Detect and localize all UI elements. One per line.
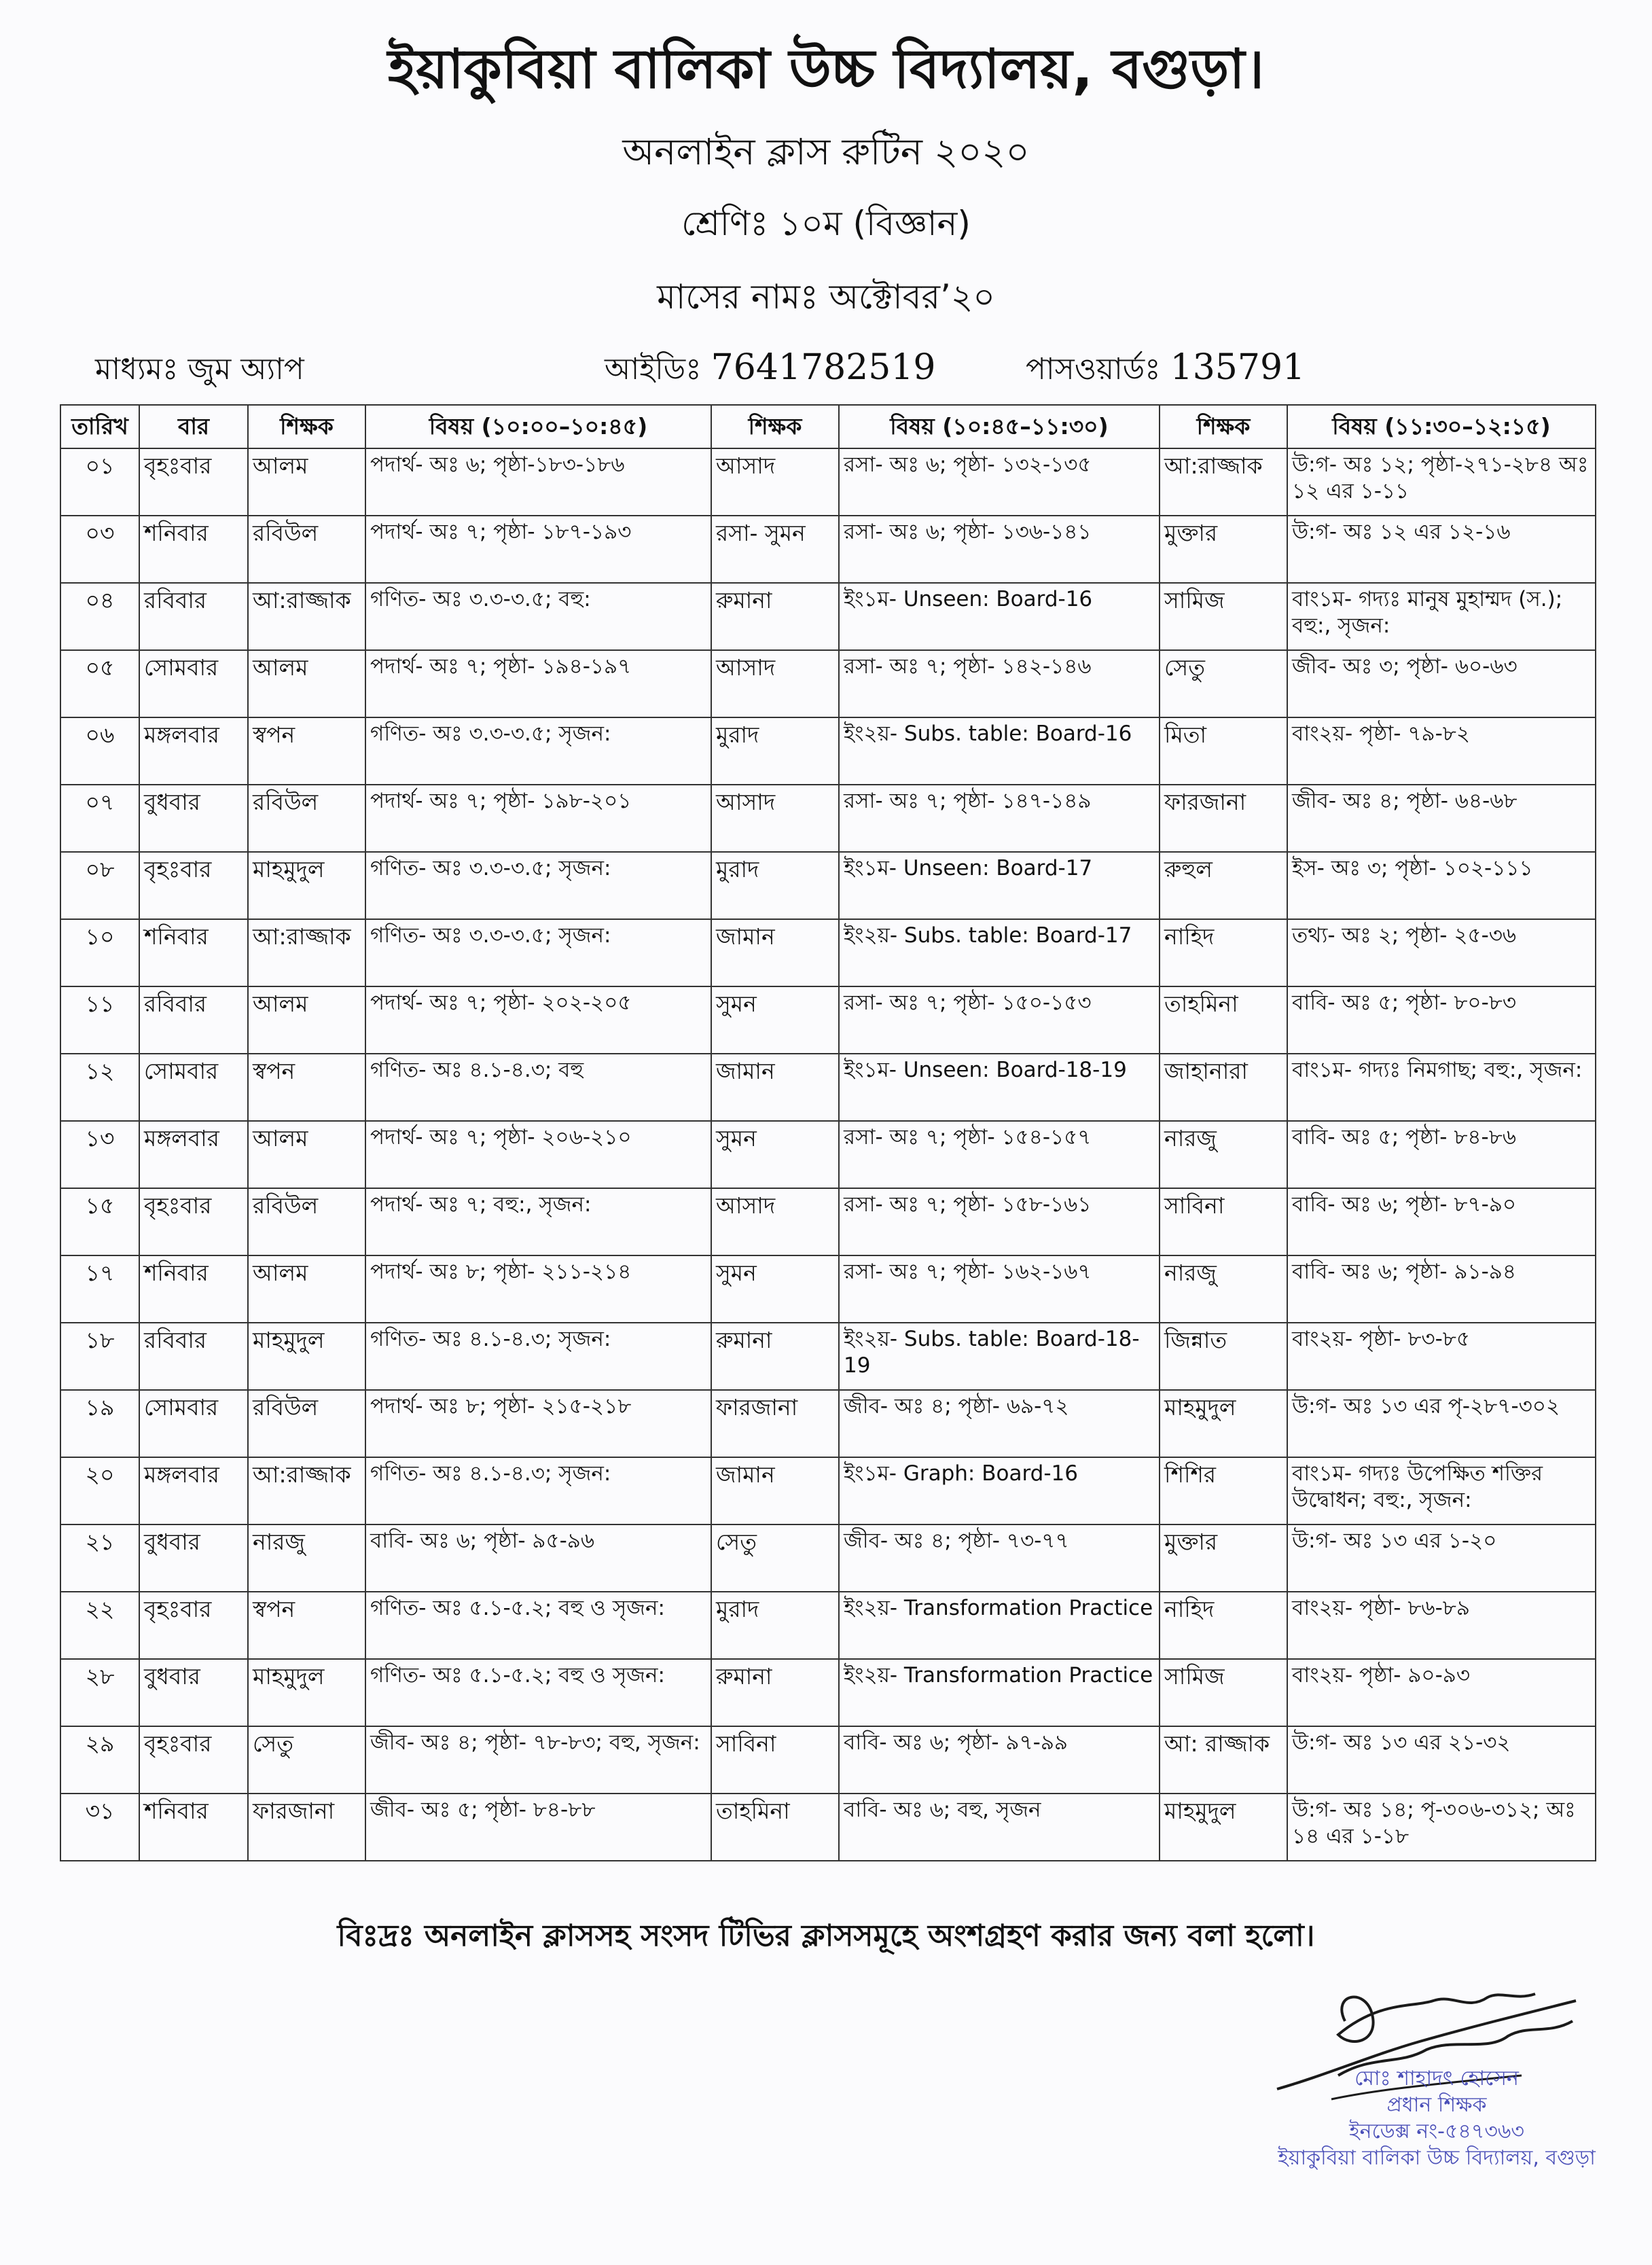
- table-cell: তাহমিনা: [1160, 986, 1287, 1054]
- table-cell: বাবি- অঃ ৫; পৃষ্ঠা- ৮০-৮৩: [1287, 986, 1596, 1054]
- table-cell: বৃহঃবার: [139, 1592, 248, 1659]
- table-body: [60, 448, 1596, 1861]
- table-cell: গণিত- অঃ ৫.১-৫.২; বহু ও সৃজন:: [365, 1659, 711, 1726]
- table-cell: আলম: [248, 1121, 365, 1188]
- table-cell: আ:রাজ্জাক: [248, 919, 365, 986]
- table-cell: মুরাদ: [711, 717, 839, 785]
- table-cell: আলম: [248, 986, 365, 1054]
- table-cell: ইস- অঃ ৩; পৃষ্ঠা- ১০২-১১১: [1287, 852, 1596, 919]
- table-cell: স্বপন: [248, 1592, 365, 1659]
- table-cell: বুধবার: [139, 1659, 248, 1726]
- table-cell: গণিত- অঃ ৩.৩-৩.৫; সৃজন:: [365, 919, 711, 986]
- table-cell: রুমানা: [711, 583, 839, 650]
- meeting-password: [1026, 346, 1305, 396]
- table-cell: সাবিনা: [711, 1726, 839, 1794]
- table-cell: ইং২য়- Subs. table: Board-18-19: [839, 1323, 1160, 1390]
- table-cell: জীব- অঃ ৪; পৃষ্ঠা- ৭৩-৭৭: [839, 1524, 1160, 1592]
- table-cell: বাং২য়- পৃষ্ঠা- ৮৩-৮৫: [1287, 1323, 1596, 1390]
- table-cell: জীব- অঃ ৩; পৃষ্ঠা- ৬০-৬৩: [1287, 650, 1596, 717]
- table-cell: ইং২য়- Subs. table: Board-16: [839, 717, 1160, 785]
- table-cell: বৃহঃবার: [139, 852, 248, 919]
- table-cell: রসা- অঃ ৬; পৃষ্ঠা- ১৩৬-১৪১: [839, 516, 1160, 583]
- table-cell: রবিউল: [248, 1188, 365, 1255]
- table-cell: রসা- অঃ ৭; পৃষ্ঠা- ১৫৮-১৬১: [839, 1188, 1160, 1255]
- table-cell: ২৯: [60, 1726, 139, 1794]
- table-cell: ০৮: [60, 852, 139, 919]
- table-cell: মাহমুদুল: [1160, 1390, 1287, 1457]
- table-row: [60, 1726, 1596, 1794]
- table-header-row: [60, 405, 1596, 448]
- table-row: [60, 1592, 1596, 1659]
- table-cell: শনিবার: [139, 1255, 248, 1323]
- table-cell: বাং১ম- গদ্যঃ নিমগাছ; বহু:, সৃজন:: [1287, 1054, 1596, 1121]
- table-cell: ইং১ম- Unseen: Board-18-19: [839, 1054, 1160, 1121]
- table-cell: শনিবার: [139, 516, 248, 583]
- table-cell: ফারজানা: [711, 1390, 839, 1457]
- routine-table: [60, 404, 1596, 1861]
- table-cell: রুমানা: [711, 1323, 839, 1390]
- table-cell: পদার্থ- অঃ ৭; বহু:, সৃজন:: [365, 1188, 711, 1255]
- table-cell: ১৮: [60, 1323, 139, 1390]
- stamp-designation: প্রধান শিক্ষক: [1386, 2093, 1487, 2117]
- column-header: শিক্ষক: [711, 405, 839, 448]
- month-label: মাসের নামঃ অক্টোবর’২০: [657, 277, 995, 317]
- table-cell: সেতু: [711, 1524, 839, 1592]
- table-cell: রসা- অঃ ৭; পৃষ্ঠা- ১৪৭-১৪৯: [839, 785, 1160, 852]
- class-label: শ্রেণিঃ ১০ম (বিজ্ঞান): [681, 204, 971, 243]
- table-cell: উ:গ- অঃ ১৩ এর পৃ-২৮৭-৩০২: [1287, 1390, 1596, 1457]
- password-value: 135791: [1170, 347, 1306, 388]
- password-label: পাসওয়ার্ডঃ: [1026, 352, 1161, 387]
- table-cell: রসা- অঃ ৭; পৃষ্ঠা- ১৫৪-১৫৭: [839, 1121, 1160, 1188]
- table-cell: মুরাদ: [711, 852, 839, 919]
- table-cell: ৩১: [60, 1794, 139, 1861]
- column-header: বার: [139, 405, 248, 448]
- table-row: [60, 448, 1596, 516]
- table-cell: তাহমিনা: [711, 1794, 839, 1861]
- table-cell: রসা- অঃ ৭; পৃষ্ঠা- ১৬২-১৬৭: [839, 1255, 1160, 1323]
- table-cell: জাহানারা: [1160, 1054, 1287, 1121]
- table-cell: নারজু: [1160, 1121, 1287, 1188]
- table-cell: উ:গ- অঃ ১৩ এর ১-২০: [1287, 1524, 1596, 1592]
- table-cell: বাবি- অঃ ৫; পৃষ্ঠা- ৮৪-৮৬: [1287, 1121, 1596, 1188]
- table-cell: মাহমুদুল: [1160, 1794, 1287, 1861]
- table-cell: ২৮: [60, 1659, 139, 1726]
- table-cell: বুধবার: [139, 785, 248, 852]
- table-cell: ১২: [60, 1054, 139, 1121]
- table-cell: ইং২য়- Subs. table: Board-17: [839, 919, 1160, 986]
- table-cell: রবিউল: [248, 785, 365, 852]
- table-cell: বাবি- অঃ ৬; পৃষ্ঠা- ৮৭-৯০: [1287, 1188, 1596, 1255]
- table-row: [60, 1054, 1596, 1121]
- table-cell: পদার্থ- অঃ ৭; পৃষ্ঠা- ১৯৪-১৯৭: [365, 650, 711, 717]
- table-cell: আলম: [248, 1255, 365, 1323]
- table-cell: ইং১ম- Unseen: Board-16: [839, 583, 1160, 650]
- column-header: তারিখ: [60, 405, 139, 448]
- table-cell: রসা- অঃ ৬; পৃষ্ঠা- ১৩২-১৩৫: [839, 448, 1160, 516]
- table-row: [60, 852, 1596, 919]
- table-cell: ইং১ম- Unseen: Board-17: [839, 852, 1160, 919]
- table-cell: রুহুল: [1160, 852, 1287, 919]
- column-header: বিষয় (১০:৪৫–১১:৩০): [839, 405, 1160, 448]
- table-cell: ফারজানা: [1160, 785, 1287, 852]
- table-cell: শনিবার: [139, 919, 248, 986]
- table-cell: বাং১ম- গদ্যঃ উপেক্ষিত শক্তির উদ্বোধন; বহু:, সৃজন:: [1287, 1457, 1596, 1524]
- table-cell: ইং২য়- Transformation Practice: [839, 1592, 1160, 1659]
- table-row: [60, 986, 1596, 1054]
- table-cell: ১৫: [60, 1188, 139, 1255]
- table-cell: রবিবার: [139, 583, 248, 650]
- routine-title: অনলাইন ক্লাস রুটিন ২০২০: [622, 130, 1030, 173]
- table-cell: পদার্থ- অঃ ৮; পৃষ্ঠা- ২১৫-২১৮: [365, 1390, 711, 1457]
- table-cell: জীব- অঃ ৫; পৃষ্ঠা- ৮৪-৮৮: [365, 1794, 711, 1861]
- table-cell: বাং২য়- পৃষ্ঠা- ৮৬-৮৯: [1287, 1592, 1596, 1659]
- table-row: [60, 919, 1596, 986]
- table-cell: সাবিনা: [1160, 1188, 1287, 1255]
- table-cell: তথ্য- অঃ ২; পৃষ্ঠা- ২৫-৩৬: [1287, 919, 1596, 986]
- table-cell: আসাদ: [711, 785, 839, 852]
- table-cell: পদার্থ- অঃ ৭; পৃষ্ঠা- ১৯৮-২০১: [365, 785, 711, 852]
- table-cell: সোমবার: [139, 1390, 248, 1457]
- table-cell: রবিউল: [248, 1390, 365, 1457]
- table-cell: গণিত- অঃ ৪.১-৪.৩; সৃজন:: [365, 1457, 711, 1524]
- table-cell: রবিবার: [139, 986, 248, 1054]
- table-cell: মিতা: [1160, 717, 1287, 785]
- table-row: [60, 1121, 1596, 1188]
- table-row: [60, 516, 1596, 583]
- table-cell: সেতু: [248, 1726, 365, 1794]
- table-cell: রুমানা: [711, 1659, 839, 1726]
- table-cell: গণিত- অঃ ৩.৩-৩.৫; সৃজন:: [365, 852, 711, 919]
- table-cell: রসা- সুমন: [711, 516, 839, 583]
- column-header: শিক্ষক: [248, 405, 365, 448]
- table-cell: গণিত- অঃ ৫.১-৫.২; বহু ও সৃজন:: [365, 1592, 711, 1659]
- table-cell: স্বপন: [248, 1054, 365, 1121]
- meeting-id-value: 7641782519: [711, 347, 936, 388]
- table-cell: সোমবার: [139, 650, 248, 717]
- table-cell: ০৭: [60, 785, 139, 852]
- table-cell: পদার্থ- অঃ ৬; পৃষ্ঠা-১৮৩-১৮৬: [365, 448, 711, 516]
- table-cell: জামান: [711, 1457, 839, 1524]
- table-row: [60, 1457, 1596, 1524]
- footer-note: বিঃদ্রঃ অনলাইন ক্লাসসহ সংসদ টিভির ক্লাসসমূহে অংশগ্রহণ করার জন্য বলা হলো।: [337, 1919, 1315, 1953]
- table-cell: শনিবার: [139, 1794, 248, 1861]
- table-cell: জিন্নাত: [1160, 1323, 1287, 1390]
- table-cell: বাবি- অঃ ৬; পৃষ্ঠা- ৯৭-৯৯: [839, 1726, 1160, 1794]
- table-cell: আ:রাজ্জাক: [248, 583, 365, 650]
- table-cell: মঙ্গলবার: [139, 1121, 248, 1188]
- table-cell: রবিবার: [139, 1323, 248, 1390]
- table-cell: রসা- অঃ ৭; পৃষ্ঠা- ১৫০-১৫৩: [839, 986, 1160, 1054]
- table-cell: ০৬: [60, 717, 139, 785]
- table-cell: ১৭: [60, 1255, 139, 1323]
- table-cell: মুক্তার: [1160, 516, 1287, 583]
- table-cell: আ: রাজ্জাক: [1160, 1726, 1287, 1794]
- table-cell: বাং২য়- পৃষ্ঠা- ৭৯-৮২: [1287, 717, 1596, 785]
- table-cell: বুধবার: [139, 1524, 248, 1592]
- table-cell: পদার্থ- অঃ ৭; পৃষ্ঠা- ২০২-২০৫: [365, 986, 711, 1054]
- table-cell: ০৩: [60, 516, 139, 583]
- table-cell: ০১: [60, 448, 139, 516]
- table-row: [60, 1323, 1596, 1390]
- column-header: বিষয় (১১:৩০–১২:১৫): [1287, 405, 1596, 448]
- table-cell: আলম: [248, 650, 365, 717]
- table-cell: বাবি- অঃ ৬; পৃষ্ঠা- ৯৫-৯৬: [365, 1524, 711, 1592]
- table-cell: মাহমুদুল: [248, 852, 365, 919]
- table-cell: সুমন: [711, 1121, 839, 1188]
- table-cell: ২২: [60, 1592, 139, 1659]
- table-cell: জীব- অঃ ৪; পৃষ্ঠা- ৬৯-৭২: [839, 1390, 1160, 1457]
- table-cell: মাহমুদুল: [248, 1323, 365, 1390]
- table-row: [60, 1390, 1596, 1457]
- table-cell: বাং২য়- পৃষ্ঠা- ৯০-৯৩: [1287, 1659, 1596, 1726]
- table-cell: ইং২য়- Transformation Practice: [839, 1659, 1160, 1726]
- table-cell: আ:রাজ্জাক: [1160, 448, 1287, 516]
- table-cell: মঙ্গলবার: [139, 1457, 248, 1524]
- table-cell: বাবি- অঃ ৬; বহু, সৃজন: [839, 1794, 1160, 1861]
- table-cell: সামিজ: [1160, 583, 1287, 650]
- table-cell: সোমবার: [139, 1054, 248, 1121]
- table-cell: পদার্থ- অঃ ৮; পৃষ্ঠা- ২১১-২১৪: [365, 1255, 711, 1323]
- table-cell: উ:গ- অঃ ১২; পৃষ্ঠা-২৭১-২৮৪ অঃ ১২ এর ১-১১: [1287, 448, 1596, 516]
- table-cell: উ:গ- অঃ ১৪; পৃ-৩০৬-৩১২; অঃ ১৪ এর ১-১৮: [1287, 1794, 1596, 1861]
- table-cell: ১৩: [60, 1121, 139, 1188]
- table-cell: মুরাদ: [711, 1592, 839, 1659]
- table-cell: গণিত- অঃ ৪.১-৪.৩; বহু: [365, 1054, 711, 1121]
- table-cell: বৃহঃবার: [139, 1188, 248, 1255]
- table-cell: সুমন: [711, 1255, 839, 1323]
- table-cell: বাং১ম- গদ্যঃ মানুষ মুহাম্মদ (স.); বহু:, সৃজন:: [1287, 583, 1596, 650]
- table-cell: মঙ্গলবার: [139, 717, 248, 785]
- meeting-id-label: আইডিঃ: [605, 352, 702, 387]
- table-cell: রবিউল: [248, 516, 365, 583]
- table-cell: পদার্থ- অঃ ৭; পৃষ্ঠা- ১৮৭-১৯৩: [365, 516, 711, 583]
- table-cell: জামান: [711, 1054, 839, 1121]
- table-cell: আ:রাজ্জাক: [248, 1457, 365, 1524]
- table-row: [60, 785, 1596, 852]
- table-cell: সুমন: [711, 986, 839, 1054]
- table-cell: রসা- অঃ ৭; পৃষ্ঠা- ১৪২-১৪৬: [839, 650, 1160, 717]
- table-cell: গণিত- অঃ ৪.১-৪.৩; সৃজন:: [365, 1323, 711, 1390]
- table-cell: ১০: [60, 919, 139, 986]
- stamp-index: ইনডেক্স নং-৫৪৭৩৬৩: [1349, 2120, 1524, 2143]
- table-cell: নাহিদ: [1160, 1592, 1287, 1659]
- table-row: [60, 1188, 1596, 1255]
- table-cell: জীব- অঃ ৪; পৃষ্ঠা- ৬৪-৬৮: [1287, 785, 1596, 852]
- table-cell: বৃহঃবার: [139, 1726, 248, 1794]
- school-name: ইয়াকুবিয়া বালিকা উচ্চ বিদ্যালয়, বগুড়া।: [387, 37, 1265, 101]
- table-cell: বাবি- অঃ ৬; পৃষ্ঠা- ৯১-৯৪: [1287, 1255, 1596, 1323]
- table-cell: জামান: [711, 919, 839, 986]
- table-cell: উ:গ- অঃ ১২ এর ১২-১৬: [1287, 516, 1596, 583]
- table-row: [60, 1659, 1596, 1726]
- table-cell: জীব- অঃ ৪; পৃষ্ঠা- ৭৮-৮৩; বহু, সৃজন:: [365, 1726, 711, 1794]
- table-cell: মুক্তার: [1160, 1524, 1287, 1592]
- table-row: [60, 1255, 1596, 1323]
- table-cell: ২০: [60, 1457, 139, 1524]
- table-cell: গণিত- অঃ ৩.৩-৩.৫; বহু:: [365, 583, 711, 650]
- table-cell: আসাদ: [711, 448, 839, 516]
- table-row: [60, 650, 1596, 717]
- table-row: [60, 717, 1596, 785]
- table-cell: সেতু: [1160, 650, 1287, 717]
- column-header: বিষয় (১০:০০–১০:৪৫): [365, 405, 711, 448]
- stamp-school: ইয়াকুবিয়া বালিকা উচ্চ বিদ্যালয়, বগুড়া: [1278, 2146, 1596, 2170]
- table-cell: আসাদ: [711, 650, 839, 717]
- table-cell: ইং১ম- Graph: Board-16: [839, 1457, 1160, 1524]
- stamp-name: মোঃ শাহাদৎ হোসেন: [1354, 2067, 1519, 2090]
- table-row: [60, 1794, 1596, 1861]
- table-cell: বৃহঃবার: [139, 448, 248, 516]
- table-cell: গণিত- অঃ ৩.৩-৩.৫; সৃজন:: [365, 717, 711, 785]
- table-cell: ০৪: [60, 583, 139, 650]
- table-cell: মাহমুদুল: [248, 1659, 365, 1726]
- column-header: শিক্ষক: [1160, 405, 1287, 448]
- table-cell: ২১: [60, 1524, 139, 1592]
- table-cell: নারজু: [248, 1524, 365, 1592]
- table-cell: আসাদ: [711, 1188, 839, 1255]
- table-cell: নারজু: [1160, 1255, 1287, 1323]
- table-cell: ১৯: [60, 1390, 139, 1457]
- table-cell: নাহিদ: [1160, 919, 1287, 986]
- table-cell: ১১: [60, 986, 139, 1054]
- table-cell: ফারজানা: [248, 1794, 365, 1861]
- table-row: [60, 1524, 1596, 1592]
- table-cell: আলম: [248, 448, 365, 516]
- table-cell: শিশির: [1160, 1457, 1287, 1524]
- table-cell: সামিজ: [1160, 1659, 1287, 1726]
- medium-label: মাধ্যমঃ জুম অ্যাপ: [95, 352, 304, 387]
- headmaster-stamp: [1246, 2065, 1627, 2171]
- meeting-id: [605, 346, 936, 396]
- table-cell: স্বপন: [248, 717, 365, 785]
- table-row: [60, 583, 1596, 650]
- table-cell: ০৫: [60, 650, 139, 717]
- table-cell: উ:গ- অঃ ১৩ এর ২১-৩২: [1287, 1726, 1596, 1794]
- table-cell: পদার্থ- অঃ ৭; পৃষ্ঠা- ২০৬-২১০: [365, 1121, 711, 1188]
